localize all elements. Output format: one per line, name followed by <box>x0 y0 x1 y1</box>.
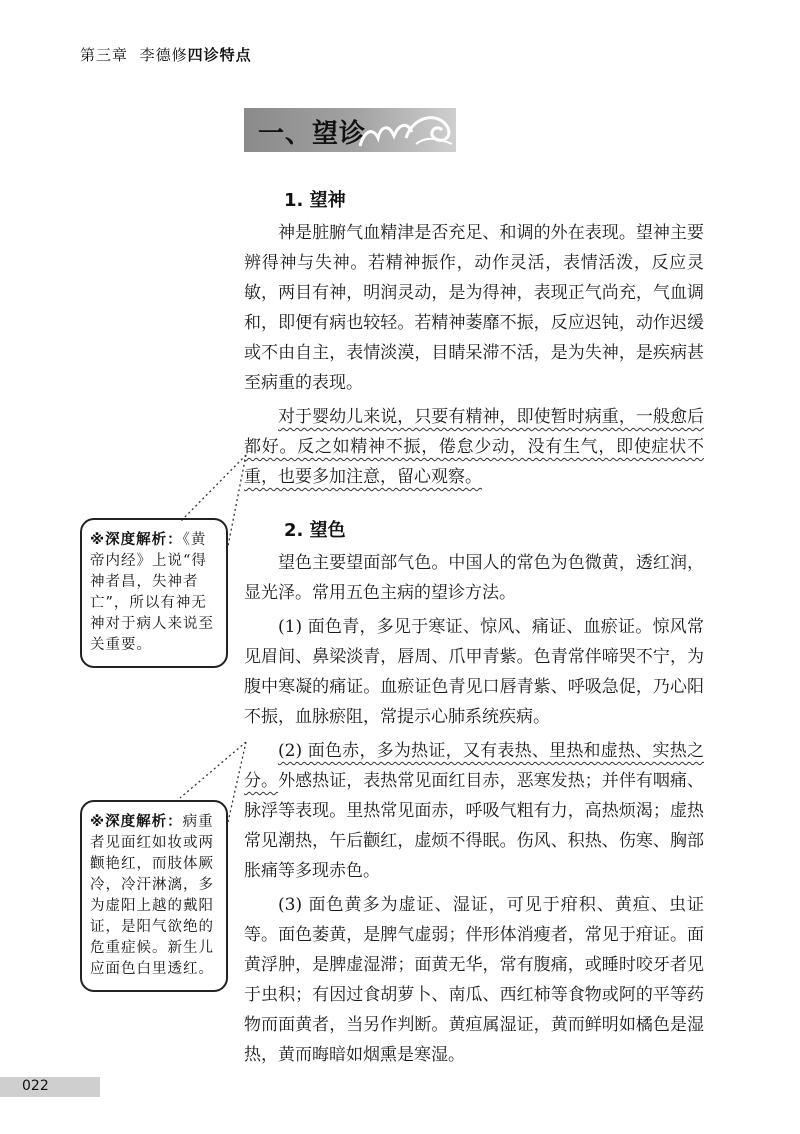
chapter-number: 第三章 <box>80 46 129 64</box>
note-box-2 <box>80 800 228 992</box>
se-paragraph-3 <box>244 736 704 886</box>
note-text: 《黄帝内经》上说“得神者昌，失神者亡”，所以有神无神对于病人来说至关重要。 <box>90 532 214 653</box>
section-banner <box>244 108 456 152</box>
se-text <box>244 548 704 1074</box>
highlighted-sentence: 对于婴幼儿来说，只要有精神，即使暂时病重，一般愈后都好。反之如精神不振，倦怠少动，没有生气，即使症状不重，也要多加注意，留心观察。 <box>244 407 704 487</box>
note-label: ※深度解析： <box>90 532 183 548</box>
note-text: 病重者见面红如妆或两颧艳红，而肢体厥冷，冷汗淋漓，多为虚阳上越的戴阳证，是阳气欲绝的危重症候。新生儿应面色白里透红。 <box>90 814 214 977</box>
section-title: 一、望诊 <box>258 119 367 149</box>
se-paragraph-1: 望色主要望面部气色。中国人的常色为色微黄，透红润，显光泽。常用五色主病的望诊方法。 <box>244 553 704 603</box>
chapter-header <box>80 44 252 65</box>
se-paragraph-4: (3) 面色黄多为虚证、湿证，可见于疳积、黄疸、虫证等。面色萎黄，是脾气虚弱；伴形体消瘦者，常见于疳证。面黄浮肿，是脾虚湿滞；面黄无华，常有腹痛，或睡时咬牙者见于虫积；有因过食胡萝卜、南瓜、西红柿等食物或阿的平等药物而面黄者，当另作判断。黄疸属湿证，黄而鲜明如橘色是湿热，黄而晦暗如烟熏是寒湿。 <box>244 895 704 1065</box>
subheading-wangshen: 1. 望神 <box>284 190 346 211</box>
page-number-bar <box>0 1077 100 1097</box>
highlighted-sentence: (2) 面色赤，多为热证，又有表热、里热和虚热、实热之分。 <box>244 741 704 791</box>
chapter-topic: 四诊特点 <box>187 46 252 64</box>
note-label: ※深度解析： <box>90 814 183 830</box>
se-paragraph-2: (1) 面色青，多见于寒证、惊风、痛证、血瘀证。惊风常见眉间、鼻梁淡青，唇周、爪甲青紫。色青常伴啼哭不宁，为腹中寒凝的痛证。血瘀证色青见口唇青紫、呼吸急促，乃心阳不振，血脉瘀阻，常提示心肺系统疾病。 <box>244 617 704 727</box>
shen-paragraph-1: 神是脏腑气血精津是否充足、和调的外在表现。望神主要辨得神与失神。若精神振作，动作灵活，表情活泼，反应灵敏，两目有神，明润灵动，是为得神，表现正气尚充，气血调和，即便有病也较轻。若精神萎靡不振，反应迟钝，动作迟缓或不由自主，表情淡漠，目睛呆滞不活，是为失神，是疾病甚至病重的表现。 <box>244 223 704 393</box>
se-paragraph-3-rest: 外感热证，表热常见面红目赤，恶寒发热；并伴有咽痛、脉浮等表现。里热常见面赤，呼吸气粗有力，高热烦渴；虚热常见潮热，午后颧红，虚烦不得眠。伤风、积热、伤寒、胸部胀痛等多现赤色。 <box>244 771 705 881</box>
note-box-1 <box>80 518 228 668</box>
shen-text <box>244 218 704 496</box>
shen-paragraph-2 <box>244 402 704 492</box>
subheading-wangse: 2. 望色 <box>284 520 346 541</box>
chapter-author: 李德修 <box>139 46 188 64</box>
page-number: 022 <box>22 1078 49 1094</box>
cloud-ornament-icon <box>356 108 456 152</box>
